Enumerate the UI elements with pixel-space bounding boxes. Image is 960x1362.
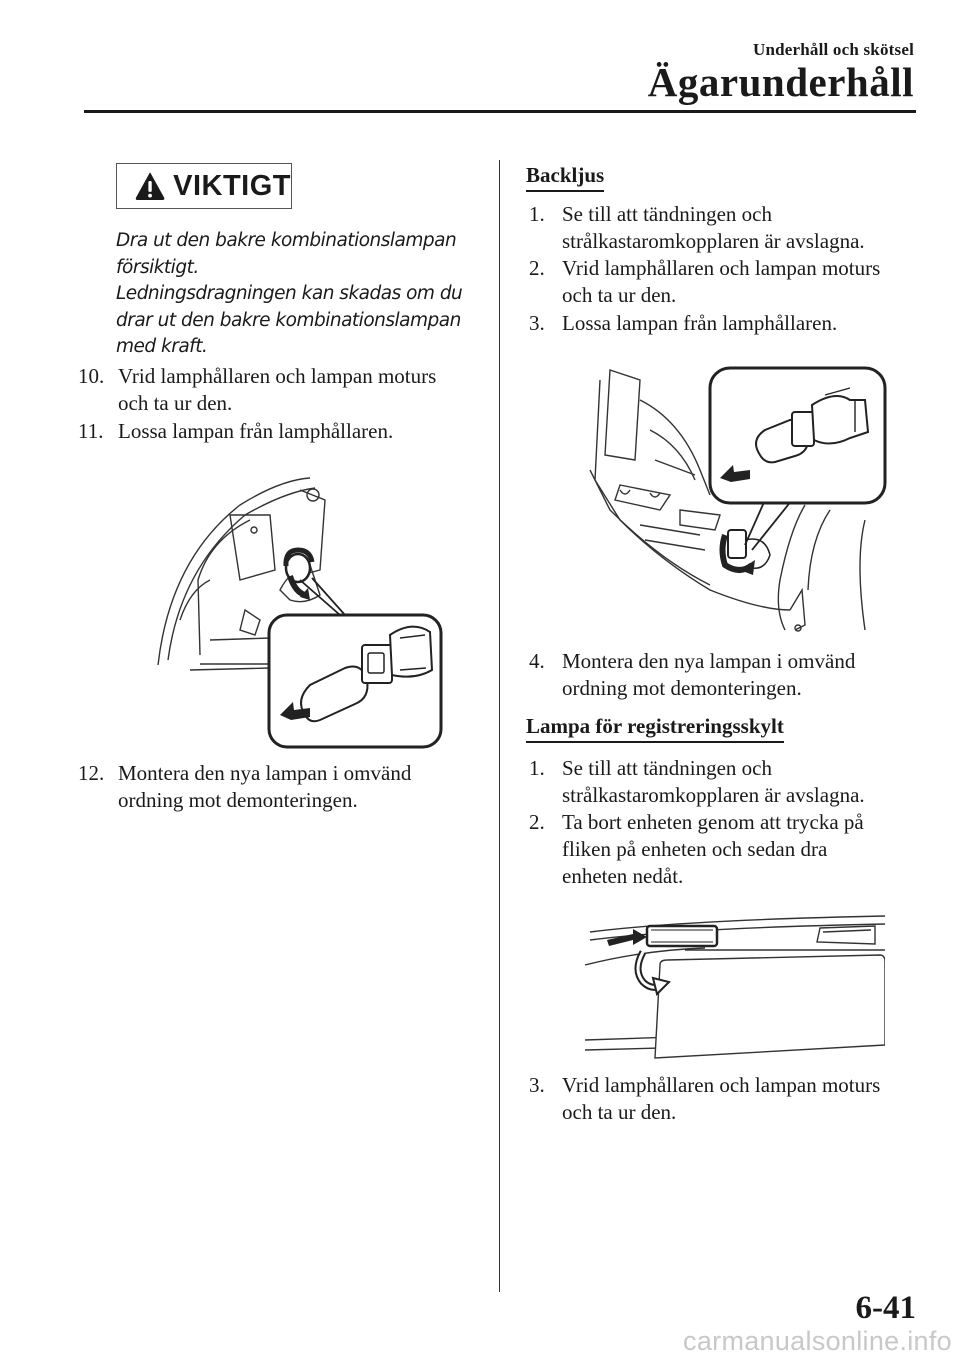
- step-text: Vrid lamphållaren och lampan moturs: [118, 364, 437, 388]
- step-text: fliken på enheten och sedan dra: [562, 837, 828, 861]
- warning-line: Dra ut den bakre kombinationslampan: [116, 230, 457, 251]
- reverse-lamp-illustration: [580, 360, 890, 645]
- watermark: carmanualsonline.info: [683, 1326, 952, 1356]
- warning-text: [116, 228, 476, 361]
- step-text: Se till att tändningen och: [562, 756, 772, 780]
- warning-line: försiktigt.: [116, 256, 199, 278]
- step-text: strålkastaromkopplaren är avslagna.: [562, 783, 865, 807]
- step-text: Ta bort enheten genom att trycka på: [562, 810, 864, 834]
- step-number: 1.: [529, 202, 545, 226]
- warning-line: Ledningsdragningen kan skadas om du: [116, 283, 463, 304]
- warning-icon: [135, 169, 165, 203]
- warning-line: med kraft.: [116, 336, 208, 357]
- step-number: 11.: [78, 419, 104, 443]
- step-text: strålkastaromkopplaren är avslagna.: [562, 229, 865, 253]
- step-number: 2.: [529, 810, 545, 834]
- step-text: enheten nedåt.: [562, 864, 684, 888]
- header-rule: [84, 110, 916, 113]
- step-text: Vrid lamphållaren och lampan moturs: [562, 1073, 881, 1097]
- warning-line: drar ut den bakre kombinationslampan: [116, 309, 461, 331]
- step-text: och ta ur den.: [562, 1100, 677, 1124]
- step-text: ordning mot demonteringen.: [562, 676, 802, 700]
- backljus-heading: [526, 162, 604, 192]
- step-number: 12.: [78, 761, 105, 785]
- step-number: 3.: [529, 311, 545, 335]
- step-text: ordning mot demonteringen.: [118, 788, 358, 812]
- column-divider: [499, 160, 500, 1292]
- registrering-heading: [526, 713, 784, 743]
- page-number: 6-41: [855, 1290, 916, 1326]
- rear-lamp-illustration: [150, 470, 445, 752]
- warning-label: VIKTIGT: [173, 169, 291, 202]
- step-text: Lossa lampan från lamphållaren.: [562, 311, 838, 335]
- step-text: Vrid lamphållaren och lampan moturs: [562, 256, 881, 280]
- heading-underline: [526, 741, 784, 743]
- heading-underline: [526, 190, 604, 192]
- step-text: och ta ur den.: [562, 283, 677, 307]
- registrering-heading-text: Lampa för registreringsskylt: [526, 714, 784, 738]
- step-text: Se till att tändningen och: [562, 202, 772, 226]
- step-number: 4.: [529, 649, 545, 673]
- step-text: och ta ur den.: [118, 391, 233, 415]
- step-text: Montera den nya lampan i omvänd: [118, 761, 412, 785]
- warning-box: [116, 163, 292, 209]
- step-text: Lossa lampan från lamphållaren.: [118, 419, 394, 443]
- backljus-heading-text: Backljus: [526, 163, 605, 187]
- section-title: Underhåll och skötsel: [753, 40, 914, 59]
- step-number: 3.: [529, 1073, 545, 1097]
- step-number: 1.: [529, 756, 545, 780]
- step-number: 2.: [529, 256, 545, 280]
- chapter-title: Ägarunderhåll: [647, 59, 914, 105]
- step-text: Montera den nya lampan i omvänd: [562, 649, 856, 673]
- step-number: 10.: [78, 364, 105, 388]
- license-lamp-illustration: [585, 910, 885, 1060]
